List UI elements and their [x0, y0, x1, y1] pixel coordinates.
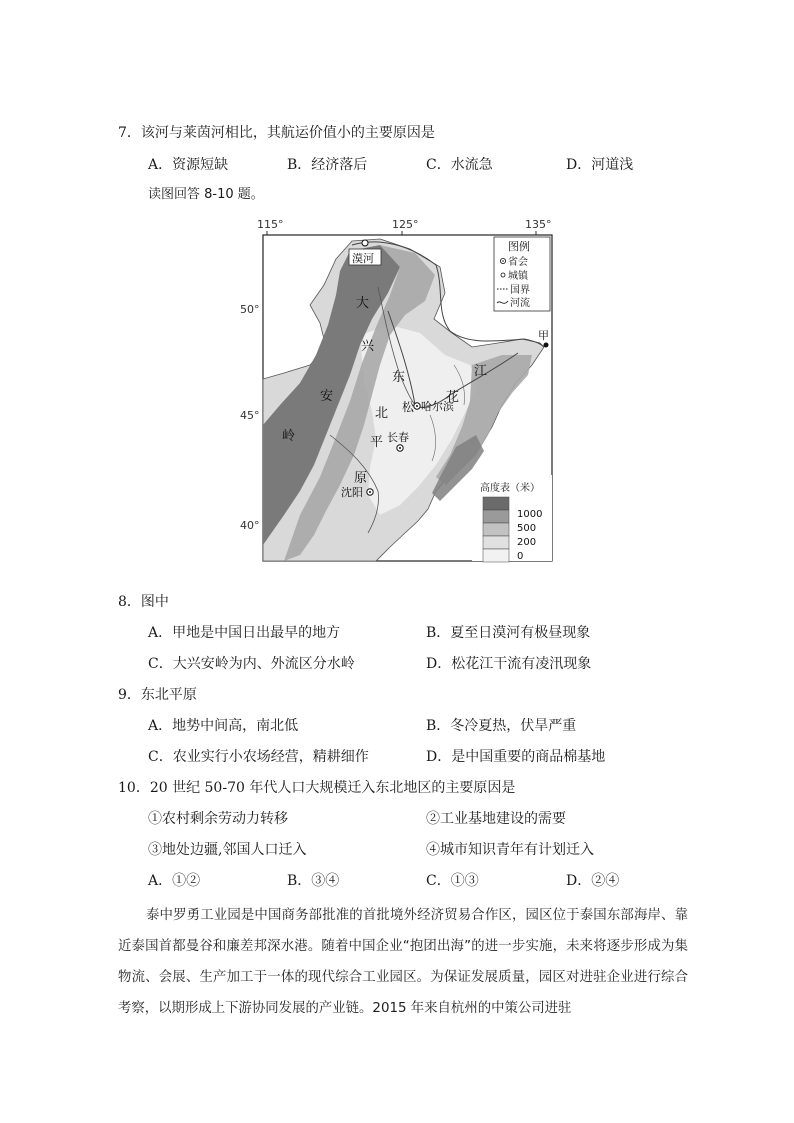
- jia-marker: [544, 343, 549, 348]
- elevation-swatch: [483, 510, 509, 523]
- q10-item-1: ①农村剩余劳动力转移: [148, 811, 288, 827]
- elevation-level-0: 0: [517, 551, 524, 562]
- q10-item-4: ④城市知识青年有计划迁入: [426, 842, 594, 858]
- reading-passage: [118, 900, 688, 1024]
- q10-item-2: ②工业基地建设的需要: [426, 811, 566, 827]
- q10-item-3: ③地处边疆,邻国人口迁入: [148, 842, 307, 858]
- legend-town-icon: [501, 273, 505, 277]
- lat-label-45: 45°: [240, 409, 260, 422]
- lon-label-125: 125°: [392, 218, 419, 231]
- q9-stem: 9．东北平原: [118, 687, 197, 703]
- q8-option-b: B．夏至日漠河有极昼现象: [426, 625, 591, 641]
- elevation-level-1000: 1000: [517, 509, 543, 520]
- q10-stem: 10．20 世纪 50-70 年代人口大规模迁入东北地区的主要原因是: [118, 780, 516, 796]
- label-an: 安: [320, 389, 334, 404]
- q10-option-d: D．②④: [566, 873, 620, 889]
- q9-option-c: C．农业实行小农场经营，精耕细作: [148, 749, 369, 765]
- label-ling: 岭: [282, 429, 296, 444]
- q9-option-b: B．冬冷夏热，伏旱严重: [426, 718, 577, 734]
- changchun-capital-dot: [399, 447, 401, 449]
- label-hua: 花: [446, 390, 460, 405]
- lon-label-115: 115°: [257, 218, 284, 231]
- q8-option-d: D．松花江干流有凌汛现象: [426, 656, 592, 672]
- lon-label-135: 135°: [525, 218, 552, 231]
- legend-town-label: 城镇: [508, 271, 528, 282]
- q7-option-c: C．水流急: [426, 157, 493, 173]
- q8-stem: 8．图中: [118, 594, 169, 610]
- harbin-capital-dot: [416, 405, 418, 407]
- elevation-level-200: 200: [517, 537, 537, 548]
- shenyang-capital-dot: [369, 491, 371, 493]
- q8-option-c: C．大兴安岭为内、外流区分水岭: [148, 656, 355, 672]
- q8-option-a: A．甲地是中国日出最早的地方: [148, 625, 341, 641]
- elevation-legend-title: 高度表（米）: [480, 483, 540, 494]
- q7-option-a: A．资源短缺: [148, 157, 229, 173]
- passage-paragraph: 泰中罗勇工业园是中国商务部批准的首批境外经济贸易合作区，园区位于泰国东部海岸、靠近泰国首都曼谷和廉差邦深水港。随着中国企业“抱团出海”的进一步实施，未来将逐步形成为集物流、会展、生产加工于一体的现代综合工业园区。为保证发展质量，园区对进驻企业进行综合考察，以期形成上下游协同发展的产业链。2015 年来自杭州的中策公司进驻: [118, 908, 688, 1016]
- q7-option-d: D．河道浅: [566, 157, 634, 173]
- q10-option-b: B．③④: [287, 873, 340, 889]
- legend-title: 图例: [508, 240, 530, 253]
- legend-river-label: 河流: [510, 298, 530, 309]
- elevation-swatches: [483, 497, 509, 562]
- changchun-label: 长春: [387, 431, 409, 444]
- label-jiang: 江: [474, 364, 488, 379]
- northeast-china-map: [240, 215, 560, 570]
- shenyang-label: 沈阳: [341, 486, 363, 499]
- q10-option-c: C．①③: [426, 873, 479, 889]
- label-dong: 东: [392, 370, 406, 385]
- label-yuan: 原: [354, 471, 368, 486]
- instruction-text: 读图回答 8-10 题。: [148, 187, 264, 202]
- label-bei: 北: [375, 406, 389, 421]
- legend-capital-dot: [502, 260, 504, 262]
- q7-option-b: B．经济落后: [287, 157, 368, 173]
- elevation-swatch: [483, 536, 509, 549]
- q9-option-a: A．地势中间高，南北低: [148, 718, 299, 734]
- label-ping: 平: [370, 435, 384, 450]
- mohe-label: 漠河: [352, 252, 374, 265]
- mohe-town-marker: [362, 240, 368, 246]
- lat-label-40: 40°: [240, 519, 260, 532]
- lat-label-50: 50°: [240, 303, 260, 316]
- jia-label: 甲: [538, 329, 549, 342]
- elevation-swatch: [483, 523, 509, 536]
- label-song: 松: [402, 400, 415, 414]
- harbin-label: 哈尔滨: [421, 400, 454, 413]
- elevation-swatch: [483, 497, 509, 510]
- elevation-level-500: 500: [517, 523, 537, 534]
- legend-capital-label: 省会: [508, 257, 528, 268]
- legend-border-label: 国界: [510, 285, 530, 296]
- label-da: 大: [356, 296, 370, 311]
- q7-stem: 7．该河与莱茵河相比，其航运价值小的主要原因是: [118, 125, 435, 141]
- label-xing: 兴: [361, 339, 375, 354]
- q10-option-a: A．①②: [148, 873, 201, 889]
- q9-option-d: D．是中国重要的商品棉基地: [426, 749, 606, 765]
- elevation-swatch: [483, 549, 509, 562]
